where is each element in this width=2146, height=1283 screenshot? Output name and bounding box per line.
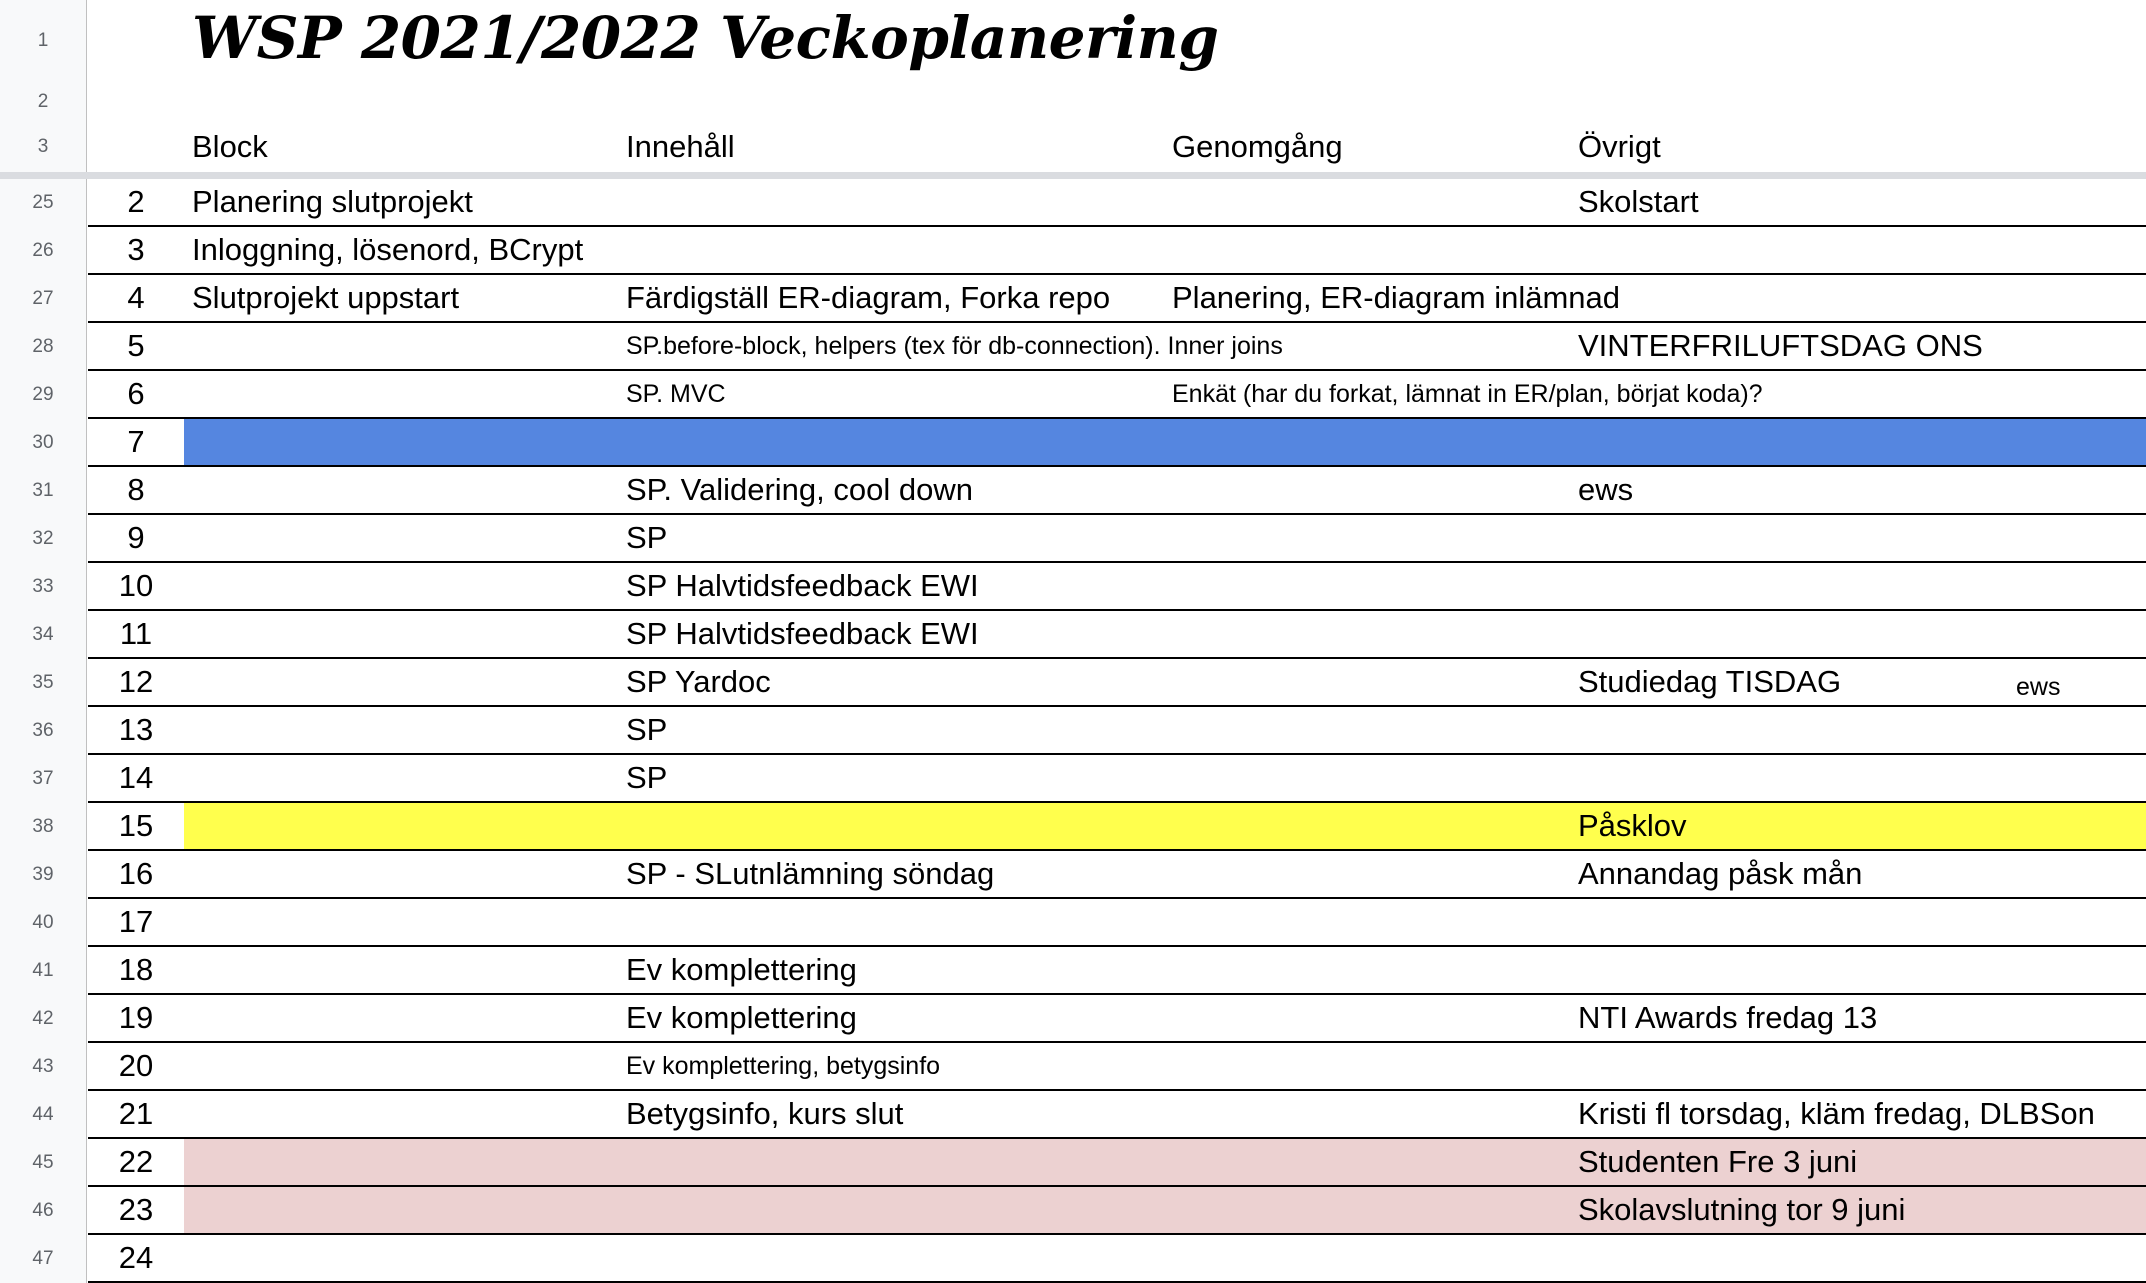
cell-innehall[interactable]: SP Yardoc [626,664,771,699]
cell-week[interactable]: 6 [127,376,145,411]
cell-genomgang[interactable]: Enkät (har du forkat, lämnat in ER/plan, börjat koda)? [1172,379,1763,408]
cell-innehall[interactable]: SP Halvtidsfeedback EWI [626,616,979,651]
row-header[interactable]: 39 [0,851,87,899]
sheet-title[interactable]: WSP 2021/2022 Veckoplanering [192,4,1219,72]
cell-ovrigt[interactable]: Studenten Fre 3 juni [1578,1144,1858,1179]
header-genomgang[interactable]: Genomgång [1172,129,1343,164]
row-header[interactable]: 35 [0,659,87,707]
header-ovrigt[interactable]: Övrigt [1578,129,1661,164]
cell-week[interactable]: 23 [118,1192,154,1227]
cell-week[interactable]: 13 [118,712,154,747]
cell-ovrigt[interactable]: Skolavslutning tor 9 juni [1578,1192,1906,1227]
cell-block[interactable]: Inloggning, lösenord, BCrypt [192,232,584,267]
row-header-1[interactable]: 1 [0,0,87,82]
table-row [88,947,2146,995]
cell-week[interactable]: 8 [127,472,145,507]
row-header[interactable]: 46 [0,1187,87,1235]
cell-week[interactable]: 15 [118,808,154,843]
row-header[interactable]: 28 [0,323,87,371]
cell-week[interactable]: 19 [118,1000,154,1035]
table-row [88,611,2146,659]
cell-innehall[interactable]: SP.before-block, helpers (tex för db-connection). Inner joins [626,331,1283,360]
table-row [88,419,2146,467]
header-innehall[interactable]: Innehåll [626,129,735,164]
cell-week[interactable]: 2 [127,184,145,219]
cell-week[interactable]: 10 [118,568,154,603]
row-header[interactable]: 31 [0,467,87,515]
cell-block[interactable]: Slutprojekt uppstart [192,280,460,315]
table-row [88,803,2146,851]
cell-ovrigt[interactable]: VINTERFRILUFTSDAG ONS [1578,328,1983,363]
table-row [88,899,2146,947]
cell-week[interactable]: 4 [127,280,145,315]
row-header[interactable]: 29 [0,371,87,419]
table-row [88,659,2146,707]
table-row [88,563,2146,611]
table-row [88,1187,2146,1235]
table-row [88,323,2146,371]
row-header[interactable]: 44 [0,1091,87,1139]
cell-week[interactable]: 16 [118,856,154,891]
row-header-2[interactable]: 2 [0,82,87,122]
row-highlight-fill [184,803,2146,849]
row-header[interactable]: 25 [0,179,87,227]
cell-week[interactable]: 14 [118,760,154,795]
cell-week[interactable]: 11 [119,616,153,651]
table-row [88,515,2146,563]
row-header[interactable]: 27 [0,275,87,323]
title-row [88,0,2146,82]
column-header-row [88,122,2146,172]
table-row [88,275,2146,323]
cell-innehall[interactable]: SP Halvtidsfeedback EWI [626,568,979,603]
row-header[interactable]: 41 [0,947,87,995]
table-row [88,995,2146,1043]
cell-ovrigt[interactable]: Annandag påsk mån [1578,856,1863,891]
row-header[interactable]: 42 [0,995,87,1043]
cell-genomgang[interactable]: Planering, ER-diagram inlämnad [1172,280,1621,315]
cell-week[interactable]: 17 [118,904,154,939]
cell-week[interactable]: 24 [118,1240,154,1275]
row-header[interactable]: 37 [0,755,87,803]
cell-innehall[interactable]: Färdigställ ER-diagram, Forka repo [626,280,1111,315]
cell-ovrigt[interactable]: NTI Awards fredag 13 [1578,1000,1878,1035]
row-header[interactable]: 32 [0,515,87,563]
cell-week[interactable]: 18 [118,952,154,987]
table-row [88,707,2146,755]
cell-innehall[interactable]: SP - SLutnlämning söndag [626,856,995,891]
cell-innehall[interactable]: Ev komplettering [626,1000,857,1035]
cell-block[interactable]: Planering slutprojekt [192,184,473,219]
row-header[interactable]: 33 [0,563,87,611]
cell-week[interactable]: 20 [118,1048,154,1083]
cell-innehall[interactable]: SP [626,520,668,555]
cell-innehall[interactable]: SP. MVC [626,379,726,408]
cell-innehall[interactable]: Betygsinfo, kurs slut [626,1096,904,1131]
table-row [88,467,2146,515]
frozen-rows-divider[interactable] [0,172,2146,179]
cell-week[interactable]: 7 [127,424,145,459]
table-row [88,227,2146,275]
cell-week[interactable]: 22 [118,1144,154,1179]
table-row [88,1091,2146,1139]
cell-week[interactable]: 12 [118,664,154,699]
row-header[interactable]: 43 [0,1043,87,1091]
table-row [88,755,2146,803]
cell-innehall[interactable]: SP [626,712,668,747]
cell-innehall[interactable]: Ev komplettering, betygsinfo [626,1051,941,1080]
cell-extra[interactable]: ews [2016,672,2061,701]
cell-week[interactable]: 21 [118,1096,154,1131]
row-header[interactable]: 30 [0,419,87,467]
cell-innehall[interactable]: SP [626,760,668,795]
cell-ovrigt[interactable]: Kristi fl torsdag, kläm fredag, DLBSon [1578,1096,2095,1131]
cell-ovrigt[interactable]: Påsklov [1578,808,1687,843]
table-row [88,1235,2146,1283]
cell-week[interactable]: 9 [127,520,145,555]
row-header-3[interactable]: 3 [0,122,87,172]
cell-ovrigt[interactable]: Skolstart [1578,184,1699,219]
row-header[interactable]: 36 [0,707,87,755]
table-row [88,179,2146,227]
row-header[interactable]: 38 [0,803,87,851]
table-row [88,1043,2146,1091]
cell-week[interactable]: 5 [127,328,145,363]
row-header[interactable]: 47 [0,1235,87,1283]
row-header[interactable]: 40 [0,899,87,947]
cell-ovrigt[interactable]: Studiedag TISDAG [1578,664,1842,699]
cell-innehall[interactable]: Ev komplettering [626,952,857,987]
header-block[interactable]: Block [192,129,268,164]
row-header[interactable]: 45 [0,1139,87,1187]
cell-innehall[interactable]: SP. Validering, cool down [626,472,973,507]
row-header[interactable]: 26 [0,227,87,275]
row-highlight-fill [184,419,2146,465]
table-row [88,371,2146,419]
cell-ovrigt[interactable]: ews [1578,472,1634,507]
table-row [88,1139,2146,1187]
row-header[interactable]: 34 [0,611,87,659]
cell-week[interactable]: 3 [127,232,145,267]
table-row [88,851,2146,899]
